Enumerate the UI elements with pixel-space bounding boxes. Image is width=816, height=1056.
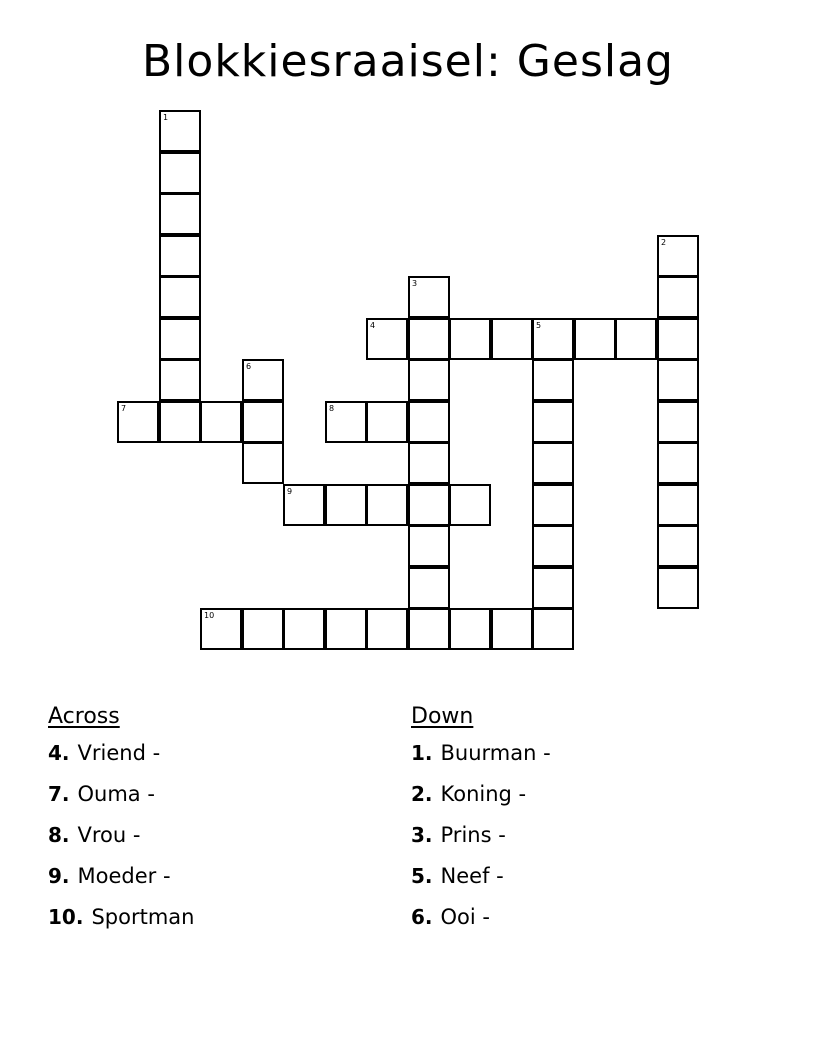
grid-cell[interactable] bbox=[283, 608, 325, 650]
grid-cell[interactable] bbox=[366, 608, 408, 650]
cell-number: 8 bbox=[329, 404, 335, 413]
grid-cell[interactable] bbox=[242, 359, 284, 401]
grid-cell[interactable] bbox=[408, 359, 450, 401]
grid-cell[interactable] bbox=[159, 235, 201, 277]
grid-cell[interactable] bbox=[449, 318, 491, 360]
cell-number: 7 bbox=[121, 404, 127, 413]
grid-cell[interactable] bbox=[408, 276, 450, 318]
grid-cell[interactable] bbox=[657, 442, 699, 484]
grid-cell[interactable] bbox=[159, 152, 201, 194]
grid-cell[interactable] bbox=[366, 318, 408, 360]
grid-cell[interactable] bbox=[532, 567, 574, 609]
grid-cell[interactable] bbox=[159, 359, 201, 401]
clue-number: 5. bbox=[411, 864, 433, 888]
grid-cell[interactable] bbox=[325, 401, 367, 443]
page-title: Blokkiesraaisel: Geslag bbox=[142, 36, 674, 87]
grid-cell[interactable] bbox=[532, 608, 574, 650]
clue-down-5 bbox=[411, 861, 751, 902]
clue-number: 1. bbox=[411, 741, 433, 765]
grid-cell[interactable] bbox=[532, 318, 574, 360]
cell-number: 1 bbox=[163, 113, 169, 122]
clue-across-4 bbox=[48, 738, 388, 779]
grid-cell[interactable] bbox=[159, 276, 201, 318]
down-clues-section bbox=[411, 700, 751, 943]
grid-cell[interactable] bbox=[657, 235, 699, 277]
clue-text: Koning - bbox=[440, 782, 527, 806]
grid-cell[interactable] bbox=[159, 318, 201, 360]
clue-text: Prins - bbox=[440, 823, 506, 847]
cell-number: 10 bbox=[204, 611, 215, 620]
grid-cell[interactable] bbox=[532, 359, 574, 401]
clue-text: Ouma - bbox=[77, 782, 155, 806]
clue-down-1 bbox=[411, 738, 751, 779]
across-heading: Across bbox=[48, 704, 120, 729]
clue-number: 8. bbox=[48, 823, 70, 847]
grid-cell[interactable] bbox=[242, 608, 284, 650]
clue-across-7 bbox=[48, 779, 388, 820]
clue-text: Vriend - bbox=[77, 741, 161, 765]
grid-cell[interactable] bbox=[657, 525, 699, 567]
grid-cell[interactable] bbox=[532, 401, 574, 443]
clue-text: Ooi - bbox=[440, 905, 490, 929]
grid-cell[interactable] bbox=[366, 401, 408, 443]
grid-cell[interactable] bbox=[491, 318, 533, 360]
clue-text: Buurman - bbox=[440, 741, 551, 765]
grid-cell[interactable] bbox=[408, 608, 450, 650]
grid-cell[interactable] bbox=[657, 276, 699, 318]
clue-text: Sportman bbox=[91, 905, 195, 929]
grid-cell[interactable] bbox=[283, 484, 325, 526]
clue-number: 6. bbox=[411, 905, 433, 929]
cell-number: 6 bbox=[246, 362, 252, 371]
grid-cell[interactable] bbox=[200, 401, 242, 443]
clue-number: 10. bbox=[48, 905, 84, 929]
grid-cell[interactable] bbox=[117, 401, 159, 443]
clue-number: 7. bbox=[48, 782, 70, 806]
grid-cell[interactable] bbox=[449, 484, 491, 526]
grid-cell[interactable] bbox=[242, 401, 284, 443]
grid-cell[interactable] bbox=[449, 608, 491, 650]
grid-cell[interactable] bbox=[615, 318, 657, 360]
across-clues-section bbox=[48, 700, 388, 943]
grid-cell[interactable] bbox=[408, 442, 450, 484]
clue-number: 9. bbox=[48, 864, 70, 888]
grid-cell[interactable] bbox=[657, 318, 699, 360]
clue-across-9 bbox=[48, 861, 388, 902]
clue-text: Moeder - bbox=[77, 864, 171, 888]
grid-cell[interactable] bbox=[325, 484, 367, 526]
grid-cell[interactable] bbox=[408, 318, 450, 360]
grid-cell[interactable] bbox=[408, 401, 450, 443]
clue-down-2 bbox=[411, 779, 751, 820]
clue-text: Vrou - bbox=[77, 823, 141, 847]
grid-cell[interactable] bbox=[491, 608, 533, 650]
grid-cell[interactable] bbox=[408, 484, 450, 526]
grid-cell[interactable] bbox=[408, 525, 450, 567]
grid-cell[interactable] bbox=[657, 359, 699, 401]
clue-down-6 bbox=[411, 902, 751, 943]
clue-text: Neef - bbox=[440, 864, 504, 888]
clue-number: 3. bbox=[411, 823, 433, 847]
down-heading: Down bbox=[411, 704, 474, 729]
grid-cell[interactable] bbox=[242, 442, 284, 484]
clue-number: 2. bbox=[411, 782, 433, 806]
cell-number: 4 bbox=[370, 321, 376, 330]
cell-number: 5 bbox=[536, 321, 542, 330]
grid-cell[interactable] bbox=[325, 608, 367, 650]
grid-cell[interactable] bbox=[532, 484, 574, 526]
clue-across-8 bbox=[48, 820, 388, 861]
grid-cell[interactable] bbox=[657, 401, 699, 443]
grid-cell[interactable] bbox=[574, 318, 616, 360]
grid-cell[interactable] bbox=[657, 484, 699, 526]
grid-cell[interactable] bbox=[657, 567, 699, 609]
cell-number: 3 bbox=[412, 279, 418, 288]
grid-cell[interactable] bbox=[408, 567, 450, 609]
cell-number: 2 bbox=[661, 238, 667, 247]
grid-cell[interactable] bbox=[159, 110, 201, 152]
grid-cell[interactable] bbox=[159, 401, 201, 443]
clue-number: 4. bbox=[48, 741, 70, 765]
cell-number: 9 bbox=[287, 487, 293, 496]
grid-cell[interactable] bbox=[200, 608, 242, 650]
clue-down-3 bbox=[411, 820, 751, 861]
grid-cell[interactable] bbox=[532, 442, 574, 484]
grid-cell[interactable] bbox=[159, 193, 201, 235]
grid-cell[interactable] bbox=[532, 525, 574, 567]
grid-cell[interactable] bbox=[366, 484, 408, 526]
clue-across-10 bbox=[48, 902, 388, 943]
